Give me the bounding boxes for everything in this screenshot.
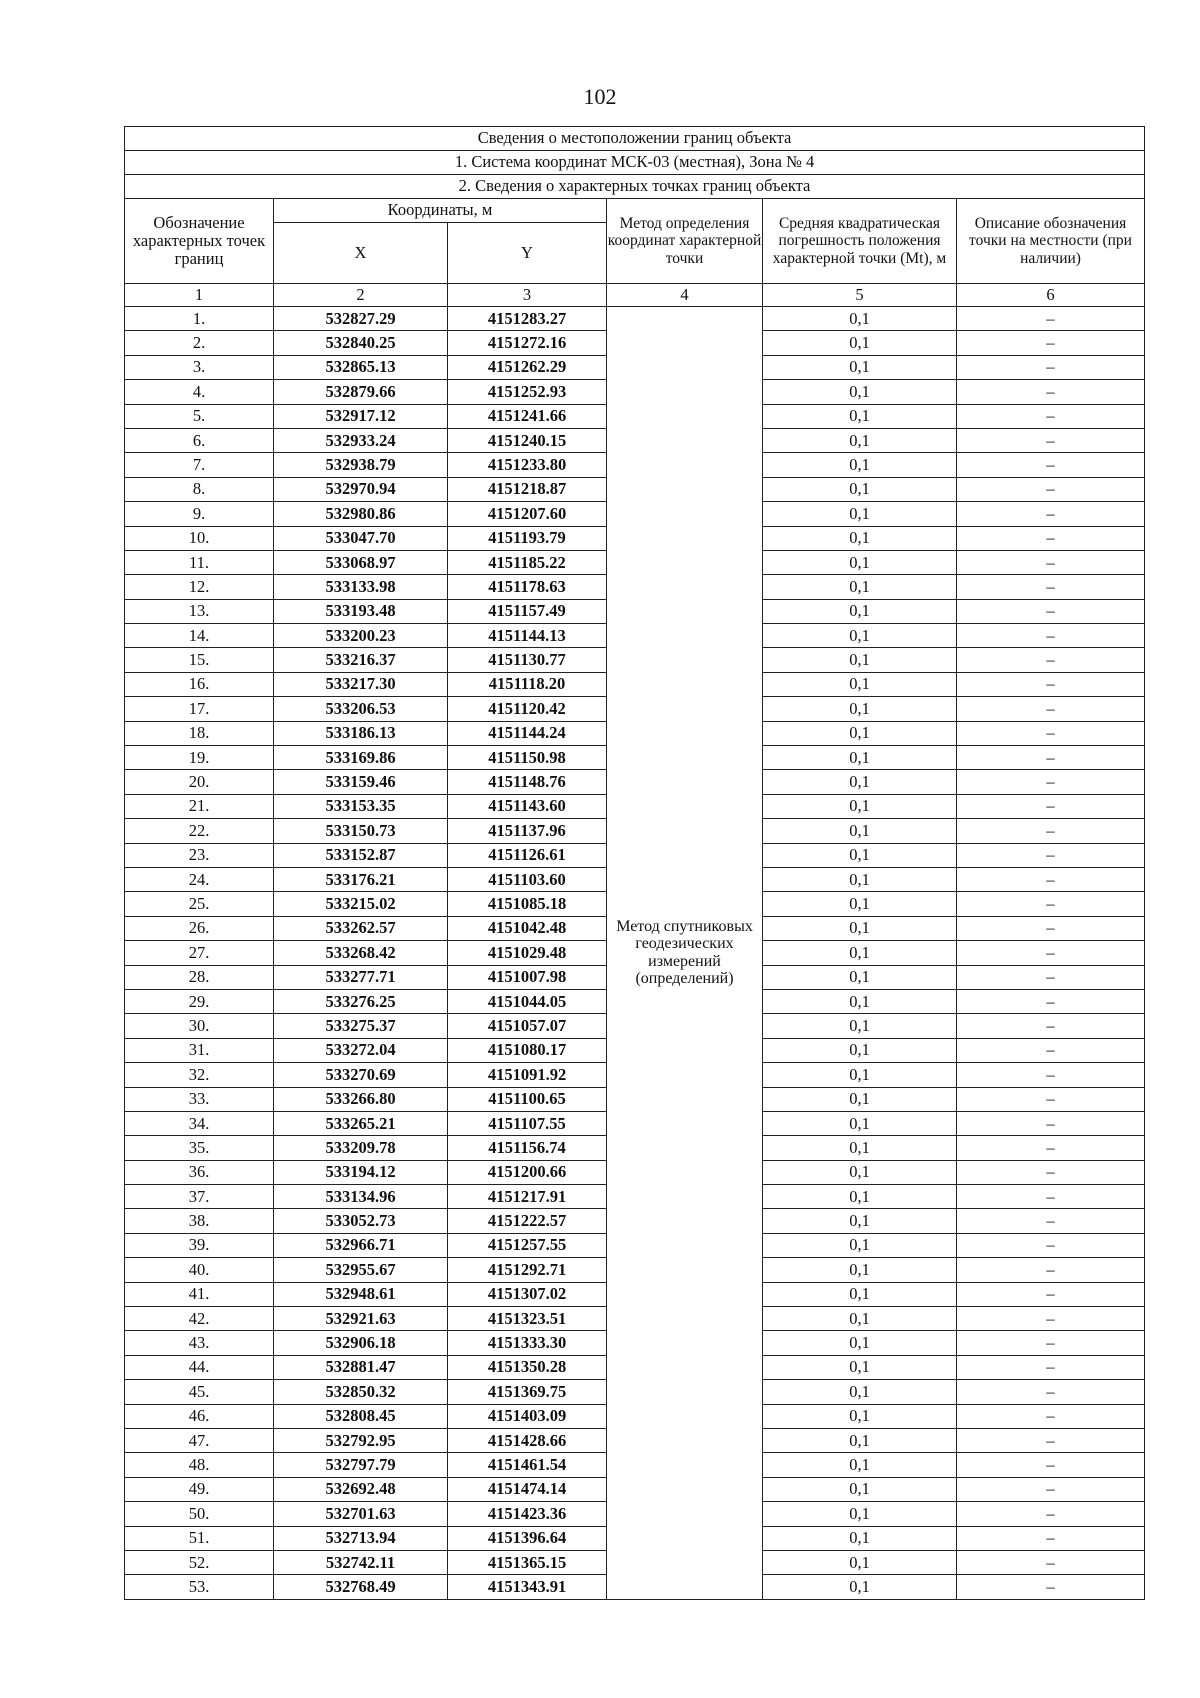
point-y: 4151403.09	[448, 1404, 607, 1428]
point-description: –	[957, 526, 1145, 550]
point-number: 32.	[125, 1063, 274, 1087]
point-number: 28.	[125, 965, 274, 989]
point-x: 533265.21	[274, 1111, 448, 1135]
point-number: 44.	[125, 1355, 274, 1379]
point-x: 532865.13	[274, 355, 448, 379]
point-description: –	[957, 404, 1145, 428]
point-x: 532701.63	[274, 1502, 448, 1526]
point-x: 533217.30	[274, 672, 448, 696]
point-error: 0,1	[763, 575, 957, 599]
point-description: –	[957, 721, 1145, 745]
point-description: –	[957, 1526, 1145, 1550]
point-y: 4151042.48	[448, 916, 607, 940]
point-error: 0,1	[763, 746, 957, 770]
point-description: –	[957, 502, 1145, 526]
point-x: 532808.45	[274, 1404, 448, 1428]
point-description: –	[957, 916, 1145, 940]
col-header-y: Y	[448, 223, 607, 284]
col-header-x: X	[274, 223, 448, 284]
point-x: 532879.66	[274, 380, 448, 404]
point-number: 18.	[125, 721, 274, 745]
method-value: Метод спутниковых геодезических измерений (определений)	[607, 307, 763, 1600]
point-number: 37.	[125, 1185, 274, 1209]
point-y: 4151185.22	[448, 550, 607, 574]
point-number: 52.	[125, 1550, 274, 1574]
point-x: 533275.37	[274, 1014, 448, 1038]
point-description: –	[957, 1453, 1145, 1477]
point-error: 0,1	[763, 1307, 957, 1331]
point-x: 532980.86	[274, 502, 448, 526]
point-description: –	[957, 794, 1145, 818]
point-y: 4151369.75	[448, 1380, 607, 1404]
point-x: 533268.42	[274, 941, 448, 965]
point-description: –	[957, 1380, 1145, 1404]
point-x: 532970.94	[274, 477, 448, 501]
point-number: 19.	[125, 746, 274, 770]
point-description: –	[957, 1136, 1145, 1160]
col-header-error: Средняя квадратическая погрешность положения характерной точки (Mt), м	[763, 199, 957, 284]
point-number: 24.	[125, 867, 274, 891]
point-error: 0,1	[763, 1014, 957, 1038]
point-x: 533052.73	[274, 1209, 448, 1233]
point-error: 0,1	[763, 965, 957, 989]
point-y: 4151283.27	[448, 307, 607, 331]
point-error: 0,1	[763, 1038, 957, 1062]
point-description: –	[957, 624, 1145, 648]
point-error: 0,1	[763, 1233, 957, 1257]
point-x: 533216.37	[274, 648, 448, 672]
point-error: 0,1	[763, 404, 957, 428]
boundary-points-table	[124, 126, 1145, 1600]
point-error: 0,1	[763, 867, 957, 891]
point-error: 0,1	[763, 916, 957, 940]
point-y: 4151365.15	[448, 1550, 607, 1574]
point-y: 4151080.17	[448, 1038, 607, 1062]
point-y: 4151222.57	[448, 1209, 607, 1233]
point-error: 0,1	[763, 1136, 957, 1160]
point-number: 10.	[125, 526, 274, 550]
point-x: 533272.04	[274, 1038, 448, 1062]
point-x: 532933.24	[274, 428, 448, 452]
point-error: 0,1	[763, 380, 957, 404]
point-number: 29.	[125, 989, 274, 1013]
point-number: 40.	[125, 1258, 274, 1282]
point-description: –	[957, 1038, 1145, 1062]
point-x: 532906.18	[274, 1331, 448, 1355]
point-y: 4151307.02	[448, 1282, 607, 1306]
point-y: 4151200.66	[448, 1160, 607, 1184]
point-x: 533152.87	[274, 843, 448, 867]
point-y: 4151044.05	[448, 989, 607, 1013]
point-number: 21.	[125, 794, 274, 818]
point-x: 532692.48	[274, 1477, 448, 1501]
table-title: Сведения о местоположении границ объекта	[125, 127, 1145, 151]
point-number: 17.	[125, 697, 274, 721]
point-number: 6.	[125, 428, 274, 452]
point-error: 0,1	[763, 1575, 957, 1599]
point-x: 532955.67	[274, 1258, 448, 1282]
point-y: 4151461.54	[448, 1453, 607, 1477]
point-number: 48.	[125, 1453, 274, 1477]
point-x: 533159.46	[274, 770, 448, 794]
point-x: 533200.23	[274, 624, 448, 648]
col-number: 6	[957, 284, 1145, 307]
point-description: –	[957, 1111, 1145, 1135]
point-y: 4151137.96	[448, 819, 607, 843]
point-y: 4151262.29	[448, 355, 607, 379]
point-error: 0,1	[763, 307, 957, 331]
table-row	[125, 307, 1145, 331]
point-y: 4151143.60	[448, 794, 607, 818]
point-x: 533206.53	[274, 697, 448, 721]
point-number: 14.	[125, 624, 274, 648]
point-description: –	[957, 453, 1145, 477]
point-error: 0,1	[763, 355, 957, 379]
point-y: 4151474.14	[448, 1477, 607, 1501]
point-x: 533193.48	[274, 599, 448, 623]
point-error: 0,1	[763, 941, 957, 965]
point-x: 532917.12	[274, 404, 448, 428]
point-y: 4151292.71	[448, 1258, 607, 1282]
point-number: 20.	[125, 770, 274, 794]
point-number: 38.	[125, 1209, 274, 1233]
point-x: 533176.21	[274, 867, 448, 891]
point-description: –	[957, 1355, 1145, 1379]
point-number: 16.	[125, 672, 274, 696]
point-number: 31.	[125, 1038, 274, 1062]
point-number: 4.	[125, 380, 274, 404]
point-error: 0,1	[763, 892, 957, 916]
point-y: 4151103.60	[448, 867, 607, 891]
point-description: –	[957, 1404, 1145, 1428]
point-number: 15.	[125, 648, 274, 672]
point-y: 4151156.74	[448, 1136, 607, 1160]
point-x: 533215.02	[274, 892, 448, 916]
point-error: 0,1	[763, 453, 957, 477]
point-x: 533270.69	[274, 1063, 448, 1087]
col-header-method: Метод определения координат характерной точки	[607, 199, 763, 284]
point-description: –	[957, 867, 1145, 891]
point-y: 4151178.63	[448, 575, 607, 599]
point-description: –	[957, 380, 1145, 404]
point-number: 35.	[125, 1136, 274, 1160]
point-x: 533169.86	[274, 746, 448, 770]
point-error: 0,1	[763, 1428, 957, 1452]
point-x: 532938.79	[274, 453, 448, 477]
point-error: 0,1	[763, 1502, 957, 1526]
point-description: –	[957, 599, 1145, 623]
point-y: 4151100.65	[448, 1087, 607, 1111]
point-y: 4151085.18	[448, 892, 607, 916]
point-number: 13.	[125, 599, 274, 623]
point-y: 4151323.51	[448, 1307, 607, 1331]
point-error: 0,1	[763, 331, 957, 355]
point-error: 0,1	[763, 599, 957, 623]
point-description: –	[957, 307, 1145, 331]
point-y: 4151217.91	[448, 1185, 607, 1209]
point-number: 47.	[125, 1428, 274, 1452]
point-error: 0,1	[763, 550, 957, 574]
point-error: 0,1	[763, 526, 957, 550]
point-error: 0,1	[763, 794, 957, 818]
point-error: 0,1	[763, 1404, 957, 1428]
point-description: –	[957, 428, 1145, 452]
point-description: –	[957, 672, 1145, 696]
point-x: 532921.63	[274, 1307, 448, 1331]
point-error: 0,1	[763, 721, 957, 745]
point-error: 0,1	[763, 1331, 957, 1355]
point-number: 43.	[125, 1331, 274, 1355]
point-description: –	[957, 648, 1145, 672]
point-error: 0,1	[763, 1282, 957, 1306]
point-number: 41.	[125, 1282, 274, 1306]
col-number: 2	[274, 284, 448, 307]
point-description: –	[957, 1185, 1145, 1209]
col-header-designation: Обозначение характерных точек границ	[125, 199, 274, 284]
point-x: 532713.94	[274, 1526, 448, 1550]
point-number: 45.	[125, 1380, 274, 1404]
col-header-description: Описание обозначения точки на местности (при наличии)	[957, 199, 1145, 284]
point-x: 533134.96	[274, 1185, 448, 1209]
point-description: –	[957, 477, 1145, 501]
point-y: 4151118.20	[448, 672, 607, 696]
point-number: 2.	[125, 331, 274, 355]
point-number: 11.	[125, 550, 274, 574]
point-description: –	[957, 1063, 1145, 1087]
point-x: 532850.32	[274, 1380, 448, 1404]
point-number: 8.	[125, 477, 274, 501]
point-y: 4151144.13	[448, 624, 607, 648]
point-error: 0,1	[763, 1185, 957, 1209]
point-description: –	[957, 965, 1145, 989]
point-error: 0,1	[763, 770, 957, 794]
point-y: 4151157.49	[448, 599, 607, 623]
point-y: 4151091.92	[448, 1063, 607, 1087]
point-y: 4151057.07	[448, 1014, 607, 1038]
point-error: 0,1	[763, 502, 957, 526]
point-number: 27.	[125, 941, 274, 965]
point-y: 4151233.80	[448, 453, 607, 477]
point-x: 533194.12	[274, 1160, 448, 1184]
point-error: 0,1	[763, 1209, 957, 1233]
point-description: –	[957, 819, 1145, 843]
point-y: 4151252.93	[448, 380, 607, 404]
point-number: 9.	[125, 502, 274, 526]
point-y: 4151144.24	[448, 721, 607, 745]
point-error: 0,1	[763, 819, 957, 843]
point-description: –	[957, 1331, 1145, 1355]
point-y: 4151396.64	[448, 1526, 607, 1550]
point-error: 0,1	[763, 1087, 957, 1111]
point-description: –	[957, 1477, 1145, 1501]
point-description: –	[957, 1428, 1145, 1452]
point-x: 532827.29	[274, 307, 448, 331]
point-error: 0,1	[763, 477, 957, 501]
point-number: 5.	[125, 404, 274, 428]
point-x: 533276.25	[274, 989, 448, 1013]
point-error: 0,1	[763, 648, 957, 672]
col-number: 3	[448, 284, 607, 307]
point-x: 533047.70	[274, 526, 448, 550]
point-description: –	[957, 1160, 1145, 1184]
point-number: 1.	[125, 307, 274, 331]
point-y: 4151272.16	[448, 331, 607, 355]
point-x: 532797.79	[274, 1453, 448, 1477]
point-description: –	[957, 746, 1145, 770]
point-x: 533186.13	[274, 721, 448, 745]
point-x: 533153.35	[274, 794, 448, 818]
point-description: –	[957, 843, 1145, 867]
point-y: 4151130.77	[448, 648, 607, 672]
point-x: 532881.47	[274, 1355, 448, 1379]
point-description: –	[957, 1233, 1145, 1257]
page-number: 102	[583, 84, 617, 109]
point-x: 533266.80	[274, 1087, 448, 1111]
point-number: 33.	[125, 1087, 274, 1111]
point-number: 36.	[125, 1160, 274, 1184]
table-body	[125, 127, 1145, 1600]
point-number: 7.	[125, 453, 274, 477]
point-number: 42.	[125, 1307, 274, 1331]
point-y: 4151148.76	[448, 770, 607, 794]
col-number: 1	[125, 284, 274, 307]
point-error: 0,1	[763, 1063, 957, 1087]
point-y: 4151240.15	[448, 428, 607, 452]
point-description: –	[957, 355, 1145, 379]
point-number: 39.	[125, 1233, 274, 1257]
coordinate-system: 1. Система координат МСК-03 (местная), Зона № 4	[125, 151, 1145, 175]
point-error: 0,1	[763, 1526, 957, 1550]
point-description: –	[957, 1087, 1145, 1111]
point-y: 4151207.60	[448, 502, 607, 526]
section-title: 2. Сведения о характерных точках границ объекта	[125, 175, 1145, 199]
point-error: 0,1	[763, 1160, 957, 1184]
point-number: 26.	[125, 916, 274, 940]
point-x: 532840.25	[274, 331, 448, 355]
point-error: 0,1	[763, 989, 957, 1013]
point-number: 3.	[125, 355, 274, 379]
point-description: –	[957, 1209, 1145, 1233]
point-number: 53.	[125, 1575, 274, 1599]
point-x: 532768.49	[274, 1575, 448, 1599]
point-description: –	[957, 331, 1145, 355]
point-number: 12.	[125, 575, 274, 599]
point-description: –	[957, 1550, 1145, 1574]
point-description: –	[957, 1258, 1145, 1282]
point-x: 532948.61	[274, 1282, 448, 1306]
point-y: 4151120.42	[448, 697, 607, 721]
point-description: –	[957, 550, 1145, 574]
point-error: 0,1	[763, 1355, 957, 1379]
point-y: 4151350.28	[448, 1355, 607, 1379]
point-x: 533277.71	[274, 965, 448, 989]
point-number: 22.	[125, 819, 274, 843]
point-number: 30.	[125, 1014, 274, 1038]
point-y: 4151428.66	[448, 1428, 607, 1452]
point-description: –	[957, 1575, 1145, 1599]
point-description: –	[957, 770, 1145, 794]
point-x: 532792.95	[274, 1428, 448, 1452]
point-error: 0,1	[763, 1111, 957, 1135]
point-number: 23.	[125, 843, 274, 867]
point-error: 0,1	[763, 1550, 957, 1574]
point-error: 0,1	[763, 1453, 957, 1477]
point-number: 34.	[125, 1111, 274, 1135]
point-y: 4151150.98	[448, 746, 607, 770]
point-error: 0,1	[763, 843, 957, 867]
point-description: –	[957, 989, 1145, 1013]
point-error: 0,1	[763, 428, 957, 452]
point-error: 0,1	[763, 672, 957, 696]
point-description: –	[957, 892, 1145, 916]
point-x: 533209.78	[274, 1136, 448, 1160]
col-number: 4	[607, 284, 763, 307]
point-error: 0,1	[763, 1477, 957, 1501]
point-description: –	[957, 575, 1145, 599]
point-error: 0,1	[763, 1380, 957, 1404]
point-y: 4151193.79	[448, 526, 607, 550]
point-y: 4151218.87	[448, 477, 607, 501]
point-y: 4151126.61	[448, 843, 607, 867]
point-y: 4151343.91	[448, 1575, 607, 1599]
point-y: 4151423.36	[448, 1502, 607, 1526]
point-description: –	[957, 1502, 1145, 1526]
point-number: 25.	[125, 892, 274, 916]
point-x: 533150.73	[274, 819, 448, 843]
col-header-coords: Координаты, м	[274, 199, 607, 223]
point-error: 0,1	[763, 1258, 957, 1282]
point-number: 50.	[125, 1502, 274, 1526]
point-description: –	[957, 941, 1145, 965]
point-x: 533133.98	[274, 575, 448, 599]
point-description: –	[957, 697, 1145, 721]
point-x: 532966.71	[274, 1233, 448, 1257]
point-error: 0,1	[763, 697, 957, 721]
point-description: –	[957, 1014, 1145, 1038]
point-number: 51.	[125, 1526, 274, 1550]
point-y: 4151257.55	[448, 1233, 607, 1257]
point-description: –	[957, 1282, 1145, 1306]
point-y: 4151007.98	[448, 965, 607, 989]
point-description: –	[957, 1307, 1145, 1331]
point-number: 46.	[125, 1404, 274, 1428]
col-number: 5	[763, 284, 957, 307]
point-y: 4151029.48	[448, 941, 607, 965]
point-error: 0,1	[763, 624, 957, 648]
point-x: 533262.57	[274, 916, 448, 940]
point-number: 49.	[125, 1477, 274, 1501]
point-y: 4151241.66	[448, 404, 607, 428]
point-x: 533068.97	[274, 550, 448, 574]
point-y: 4151333.30	[448, 1331, 607, 1355]
point-y: 4151107.55	[448, 1111, 607, 1135]
point-x: 532742.11	[274, 1550, 448, 1574]
